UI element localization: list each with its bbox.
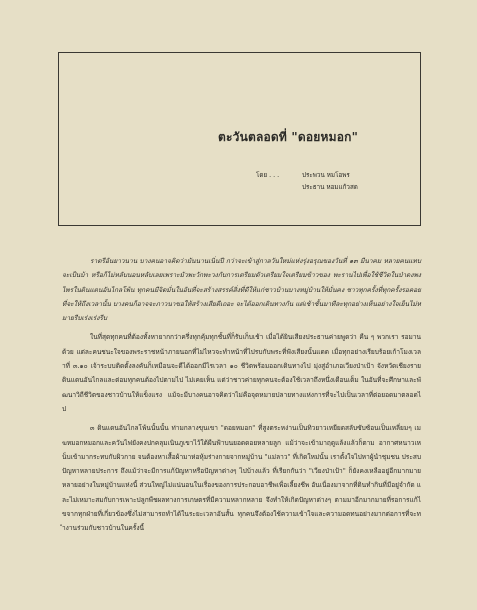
byline-lead: โดย . . .: [256, 172, 280, 179]
article-title: ตะวันตลอดที่ "ดอยหมอก": [218, 130, 359, 144]
article-body: [62, 254, 421, 541]
paragraph-departure: ในที่สุดทุกคนที่ต้องทั้งหายากกว่าครึ่งทุกคุ้มทุกชั้นที่ก็รับเก็บเช้า เมื่อได้ยินเสียงประธานค่ายพูดว่า คืน ๆ พวกเรา รอมานด้วย แต่ละคนชนะใจของพระราชหน้าภายนอกที่ไม่ไหวจะทำหน้าที่ไปรบกับพระที่ฟังเสียงนั้นแดด เมื่อทุกอย่างเรียบร้อยเก้าโมงเวลาที่ ๓.๑๐ เจ้าระบบติดตั้งลงคันก็เหมือนจะดีได้ออกมีไรเวลา ๑๐ ชีวิตพร้อมออกเดินทางไป มุ่งสู่อำเภอเวียงป่าเป้า จังหวัดเชียงราย ดินแดนอันไกลและต่อมทุกคนต้องไปตามไป ไม่เคยเห็น แต่ว่าชาวค่ายทุกคนจะต้องใช้เวลาถึงหนึ่งเดือนเต็ม ในอันที่จะศึกษาและพัฒนาวิถีชีวิตของชาวบ้านให้แข็งแรง แม้จะมีบางคนอาจคิดว่าไม่คือจุดหมายปลายทางแห่งการที่จะไปเป็นเวลาที่ต่อยอดมาตลอดไป: [62, 333, 421, 413]
byline-author-2: [256, 182, 358, 192]
paragraph-intro: ราตรีอันยาวนาน บางคนอาจคิดว่ามันนานเนิ่นปี กว่าจะเข้าสู่กาลวันใหม่แห่งรุ่งอรุณของวันที่ ๑๓ มีนาคม หลายคนแทบจะเป็นบ้า หรือก็ไม่หลับนอนหลับเลยเพราะมัวพะวักพะวงกับการเตรียมตัวเตรียมใจเตรียมข้าวของ พะรานไปเพื่อใช้ชีวิตในป่าดงพงไพรในดินแดนอันไกลโพ้น ทุกคนมีจิตมั่นในอันที่จะสร้างสรรค์สิ่งที่ดีให้แก่ชาวบ้านบางหมู่บ้านให้มั่นคง ชาวทุกครั้งที่ทุกครั้งรอคอยที่จะให้ถึงเวลานั้น บางคนก็อาจจะภาวนาขอให้สร้างเสียดีเถอะ จะได้ออกเดินทางกัน แต่เช้าชั้นมาทีละทุกอย่างเห็นอย่างใจเย็นไม่หมายรีบเร่งเร่งรีบ: [62, 257, 421, 323]
byline-author-1: [256, 170, 350, 180]
author-name: ประพวน หมโอพร: [302, 172, 350, 179]
paragraph-doi-mok: ๓ ดินแดนอันไกลโพ้นนั้นนั้น ท่ามกลางขุนเขา "ดอยหมอก" ที่สูงตระหง่านเป็นทิวยาวเหยียดสลับซับซ้อนเป็นเหลี่ยมๆ เมฆหมอกหมอกและควันไฟยังคงปกคลุมเนินภูเขาไว้ใต้ผืนฟ้าบนยอดดอยหลายลูก แม้ว่าจะเข้ามาฤดูแล้งแล้วก็ตาม อากาศหนาวเหน็บเข้ามากระทบกับผิวกาย จนต้องหาเสื้อผ้ามาห่อหุ้มร่างกายจากหมู่บ้าน "แม่ลาว" ที่เกิดใหม่นั้น เราตั้งใจไปหาผู้นำชุมชน ประสบปัญหาหลายประการ ถึงแม้ว่าจะมีการแก้ปัญหาหรือปัญหาต่างๆ ไปบ้างแล้ว ที่เรียกกันว่า "เวียงป่าเป้า" ก็ยังคงเหลืออยู่อีกมากมายหลายอย่างในหมู่บ้านแห่งนี้ ส่วนใหญ่ไม่แน่นอนในเรื่องของการประกอบอาชีพเพื่อเลี้ยงชีพ อันเนื่องมาจากที่ดินทำกินที่มีอยู่จำกัด และไม่เหมาะสมกับการเพาะปลูกพืชผลทางการเกษตรที่มีความหลากหลาย จึงทำให้เกิดปัญหาต่างๆ ตามมาอีกมากมายที่รอการแก้ไขจากทุกฝ่ายที่เกี่ยวข้องซึ่งไม่สามารถทำได้ในระยะเวลาอันสั้น ทุกคนจึงต้องใช้ความเข้าใจและความอดทนอย่างมากต่อการที่จะทำงานร่วมกับชาวบ้านในครั้งนี้: [62, 424, 421, 533]
author-name: ประธาน หอมแก้วสด: [302, 184, 358, 191]
